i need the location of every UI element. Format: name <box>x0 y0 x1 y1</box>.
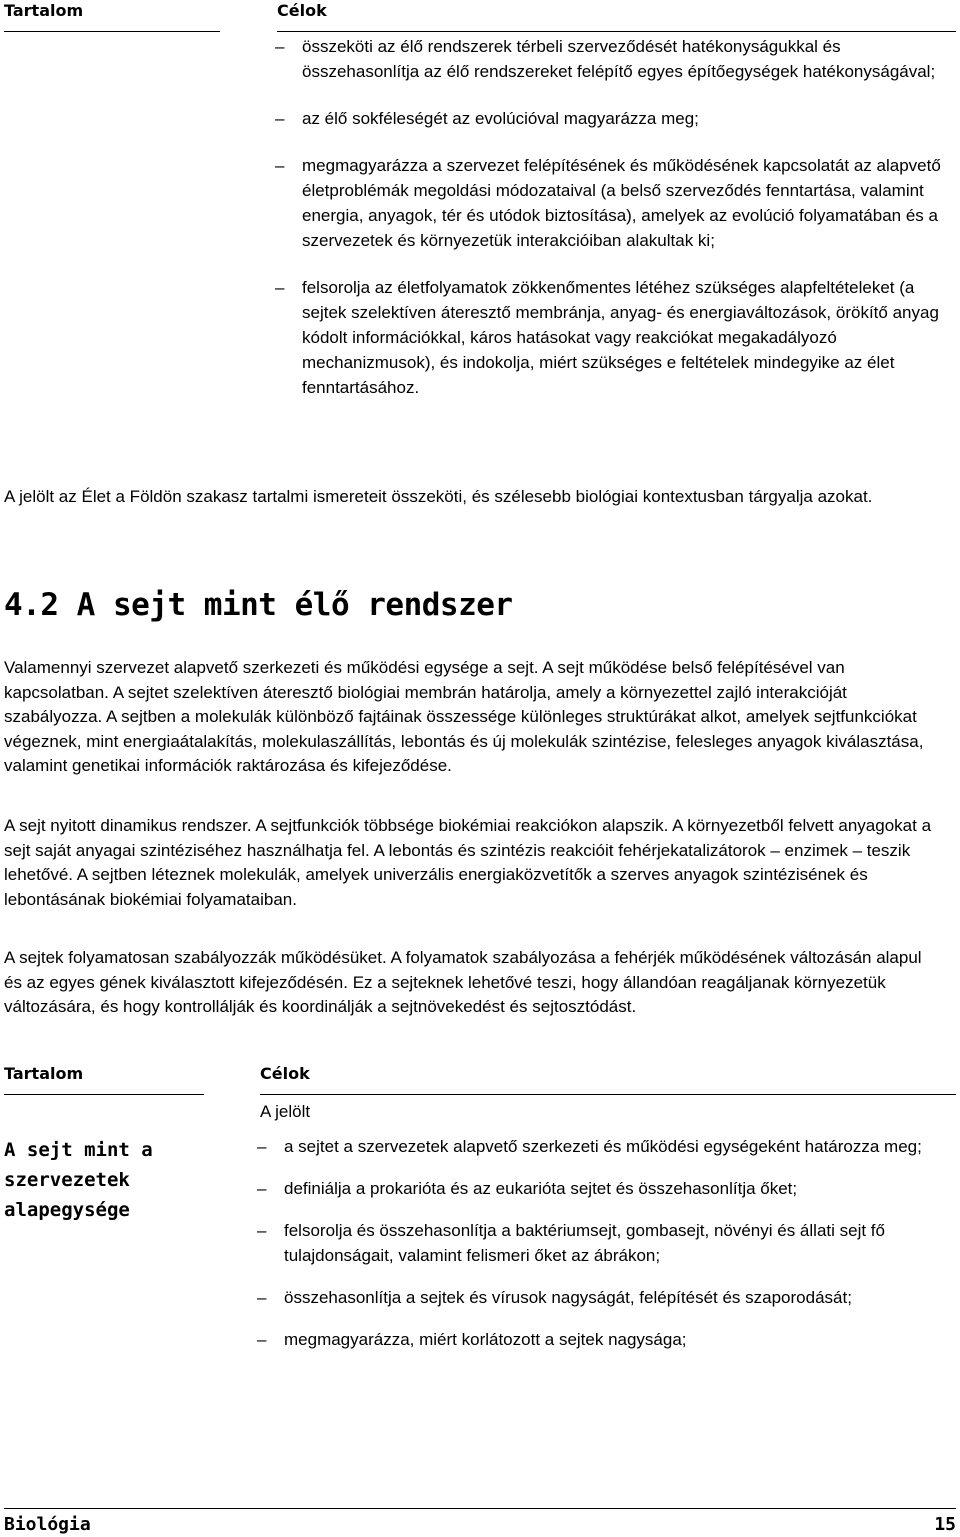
dash-bullet-icon: – <box>257 1330 267 1349</box>
list-item: – felsorolja és összehasonlítja a baktériumsejt, gombasejt, növényi és állati sejt fő tulajdonságait, valamint felismeri őket az ábrákon; <box>284 1218 934 1268</box>
bottom-table-rule-left <box>4 1094 204 1095</box>
list-item: – összehasonlítja a sejtek és vírusok nagyságát, felépítését és szaporodását; <box>284 1285 934 1310</box>
footer-page-number: 15 <box>934 1514 956 1535</box>
footer-subject: Biológia <box>4 1514 91 1535</box>
bottom-table-rule-right <box>260 1094 956 1095</box>
top-goals-list <box>275 34 952 400</box>
topic-title: A sejt mint a szervezetek alapegysége <box>4 1139 153 1221</box>
list-item: – megmagyarázza a szervezet felépítésének és működésének kapcsolatát az alapvető életproblémák megoldási módozataival (a belső szerveződés fenntartása, valamint energia, anyagok, tér és utódok biztosítása), amelyek az evolúció folyamatában és a szervezetek és környezetük interakcióiban alakultak ki; <box>302 153 952 253</box>
section-title: 4.2 A sejt mint élő rendszer <box>4 587 513 623</box>
bottom-table-header-content: Tartalom <box>4 1064 84 1083</box>
dash-bullet-icon: – <box>257 1179 267 1198</box>
dash-bullet-icon: – <box>275 37 285 56</box>
list-item: – az élő sokféleségét az evolúcióval magyarázza meg; <box>302 106 952 131</box>
dash-bullet-icon: – <box>275 278 285 297</box>
top-table-rule-right <box>277 31 956 32</box>
section-paragraph: A sejtek folyamatosan szabályozzák működésüket. A folyamatok szabályozása a fehérjék működésének változásán alapul és az egyes gének kiválasztott kifejeződésén. Ez a sejteknek lehetővé teszi, hogy állandóan reagáljanak környezetük változására, és hogy kontrollálják és koordinálják a sejtnövekedést és sejtosztódást. <box>4 948 922 1017</box>
bottom-table-header-goals: Célok <box>260 1064 310 1083</box>
bottom-goals-list <box>257 1134 934 1352</box>
list-item: – összeköti az élő rendszerek térbeli szerveződését hatékonyságukkal és összehasonlítja az élő rendszereket felépítő egyes építőegységek hatékonyságával; <box>302 34 952 84</box>
list-item: – a sejtet a szervezetek alapvető szerkezeti és működési egységeként határozza meg; <box>284 1134 934 1159</box>
dash-bullet-icon: – <box>257 1221 267 1240</box>
footer-rule <box>4 1508 956 1509</box>
dash-bullet-icon: – <box>275 109 285 128</box>
section-paragraph: A sejt nyitott dinamikus rendszer. A sejtfunkciók többsége biokémiai reakciókon alapszik. A környezetből felvett anyagokat a sejt saját anyagai szintéziséhez használhatja fel. A lebontás és szintézis reakcióit fehérjekatalizátorok – enzimek – teszik lehetővé. A sejtben léteznek molekulák, amelyek univerzális energiaközvetítők a szerves anyagok szintézisének és lebontásának biokémiai folyamataiban. <box>4 816 932 909</box>
top-table-header-goals: Célok <box>277 1 327 20</box>
intro-paragraph: A jelölt az Élet a Földön szakasz tartalmi ismereteit összeköti, és szélesebb biológiai kontextusban tárgyalja azokat. <box>4 487 873 506</box>
top-table-header-content: Tartalom <box>4 1 84 20</box>
goals-lead: A jelölt <box>260 1102 311 1121</box>
list-item: – felsorolja az életfolyamatok zökkenőmentes létéhez szükséges alapfeltételeket (a sejtek szelektíven áteresztő membránja, anyag- és energiaváltozások, örökítő anyag kódolt információkkal, káros hatásokat vagy reakciókat megakadályozó mechanizmusok), és indokolja, miért szükséges e feltételek mindegyike az élet fenntartásához. <box>302 275 952 400</box>
dash-bullet-icon: – <box>257 1288 267 1307</box>
section-paragraph: Valamennyi szervezet alapvető szerkezeti és működési egysége a sejt. A sejt működése belső felépítésével van kapcsolatban. A sejtet szelektíven áteresztő biológiai membrán határolja, amely a környezettel zajló interakcióját szabályozza. A sejtben a molekulák különböző fajtáinak összessége különleges struktúrákat alkot, amelyek sejtfunkciókat végeznek, mint energiaátalakítás, molekulaszállítás, lebontás és új molekulák szintézise, felesleges anyagok kiválasztása, valamint genetikai információk raktározása és kifejeződése. <box>4 658 924 776</box>
list-item: – megmagyarázza, miért korlátozott a sejtek nagysága; <box>284 1327 934 1352</box>
dash-bullet-icon: – <box>257 1137 267 1156</box>
list-item: – definiálja a prokarióta és az eukarióta sejtet és összehasonlítja őket; <box>284 1176 934 1201</box>
top-table-rule-left <box>4 31 220 32</box>
dash-bullet-icon: – <box>275 156 285 175</box>
